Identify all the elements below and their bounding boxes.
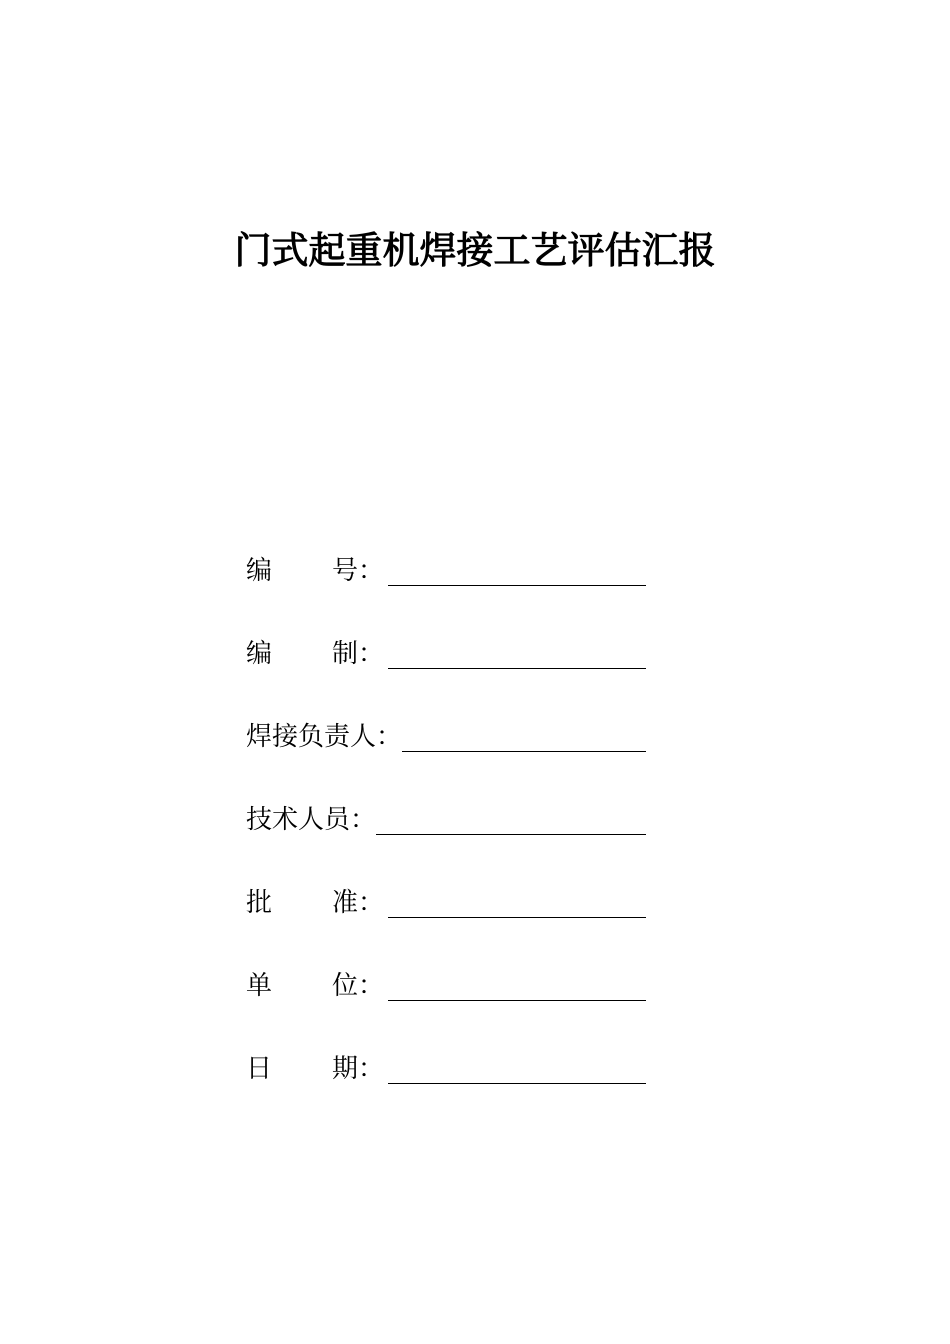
field-technical-staff — [246, 797, 646, 837]
field-approval — [246, 880, 646, 920]
field-unit-blank[interactable] — [388, 970, 646, 1001]
field-number-blank[interactable] — [388, 555, 646, 586]
field-welding-lead-blank[interactable] — [402, 721, 646, 752]
document-title: 门式起重机焊接工艺评估汇报 — [234, 228, 716, 272]
field-date — [246, 1046, 646, 1086]
field-unit-label: 单 位 ： — [246, 971, 385, 1001]
field-compiled-by-blank[interactable] — [388, 638, 646, 669]
cover-form — [246, 548, 646, 1129]
field-number — [246, 548, 646, 588]
field-welding-lead-label: 焊接负责人 ： — [246, 722, 403, 752]
field-date-blank[interactable] — [388, 1053, 646, 1084]
field-compiled-by-label: 编 制 ： — [246, 639, 385, 669]
field-welding-lead — [246, 714, 646, 754]
field-date-label: 日 期 ： — [246, 1054, 385, 1084]
field-number-label: 编 号 ： — [246, 556, 385, 586]
field-compiled-by — [246, 631, 646, 671]
field-technical-staff-label: 技术人员 ： — [246, 805, 377, 835]
field-approval-label: 批 准 ： — [246, 888, 385, 918]
field-technical-staff-blank[interactable] — [376, 804, 646, 835]
field-approval-blank[interactable] — [388, 887, 646, 918]
field-unit — [246, 963, 646, 1003]
